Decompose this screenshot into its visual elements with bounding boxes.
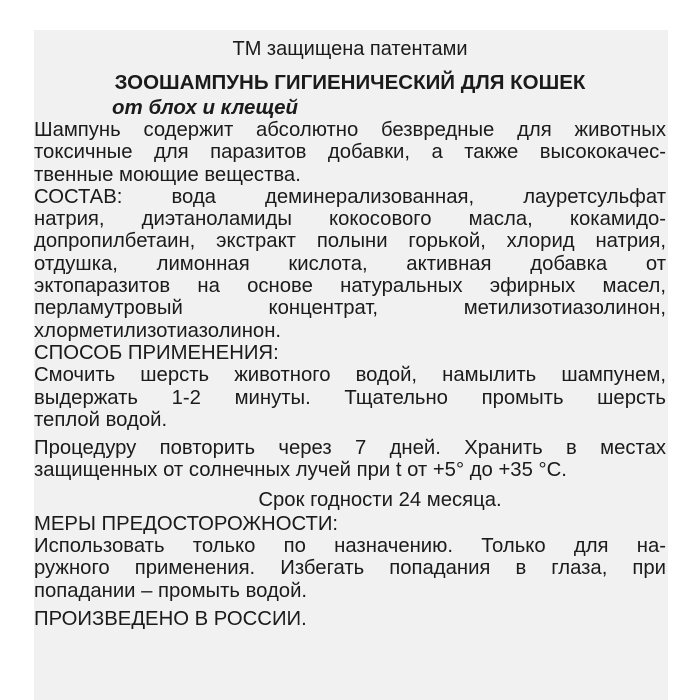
repeat-line: защищенных от солнечных лучей при t от +5° до +35 °С. bbox=[34, 459, 567, 482]
usage-block bbox=[34, 364, 666, 431]
composition-block bbox=[34, 186, 666, 342]
precautions-block bbox=[34, 535, 666, 602]
usage-heading: СПОСОБ ПРИМЕНЕНИЯ: bbox=[34, 341, 279, 364]
precautions-line: попадании – промыть водой. bbox=[34, 579, 308, 602]
repeat-block bbox=[34, 437, 666, 482]
usage-line: теплой водой. bbox=[34, 408, 168, 431]
usage-line: выдержать 1-2 минуты. Тщательно промыть шерсть bbox=[34, 386, 666, 409]
precautions-line: Использовать только по назначению. Только для на- bbox=[34, 535, 666, 558]
composition-line: отдушка, лимонная кислота, активная добавка от bbox=[34, 252, 666, 275]
composition-line: перламутровый концентрат, метилизотиазолинон, bbox=[34, 297, 666, 320]
label-text bbox=[34, 34, 666, 645]
precautions-line: ружного применения. Избегать попадания в глаза, при bbox=[34, 557, 666, 580]
product-subtitle: от блох и клещей bbox=[112, 96, 299, 119]
trademark-line: ТМ защищена патентами bbox=[232, 38, 468, 60]
precautions-heading: МЕРЫ ПРЕДОСТОРОЖНОСТИ: bbox=[34, 512, 339, 535]
cut-off-line bbox=[34, 631, 666, 645]
composition-line: натрия, диэтаноламиды кокосового масла, кокамидо- bbox=[34, 208, 666, 231]
composition-line: СОСТАВ: вода деминерализованная, лауретсульфат bbox=[34, 185, 666, 208]
intro-line: твенные моющие вещества. bbox=[34, 163, 301, 186]
composition-line: эктопаразитов на основе натуральных эфирных масел, bbox=[34, 275, 666, 298]
intro-line: токсичные для паразитов добавки, а также высококачес- bbox=[34, 141, 666, 164]
intro-block bbox=[34, 119, 666, 186]
composition-line: допропилбетаин, экстракт полыни горькой, хлорид натрия, bbox=[34, 230, 666, 253]
repeat-line: Процедуру повторить через 7 дней. Хранить в местах bbox=[34, 437, 666, 460]
product-title: ЗООШАМПУНЬ ГИГИЕНИЧЕСКИЙ ДЛЯ КОШЕК bbox=[114, 71, 586, 94]
origin-line: ПРОИЗВЕДЕНО В РОССИИ. bbox=[34, 607, 307, 630]
intro-line: Шампунь содержит абсолютно безвредные для животных bbox=[34, 119, 666, 141]
usage-line: Смочить шерсть животного водой, намылить шампунем, bbox=[34, 364, 666, 387]
composition-line: хлорметилизотиазолинон. bbox=[34, 319, 282, 342]
shelf-life: Срок годности 24 месяца. bbox=[258, 488, 502, 511]
